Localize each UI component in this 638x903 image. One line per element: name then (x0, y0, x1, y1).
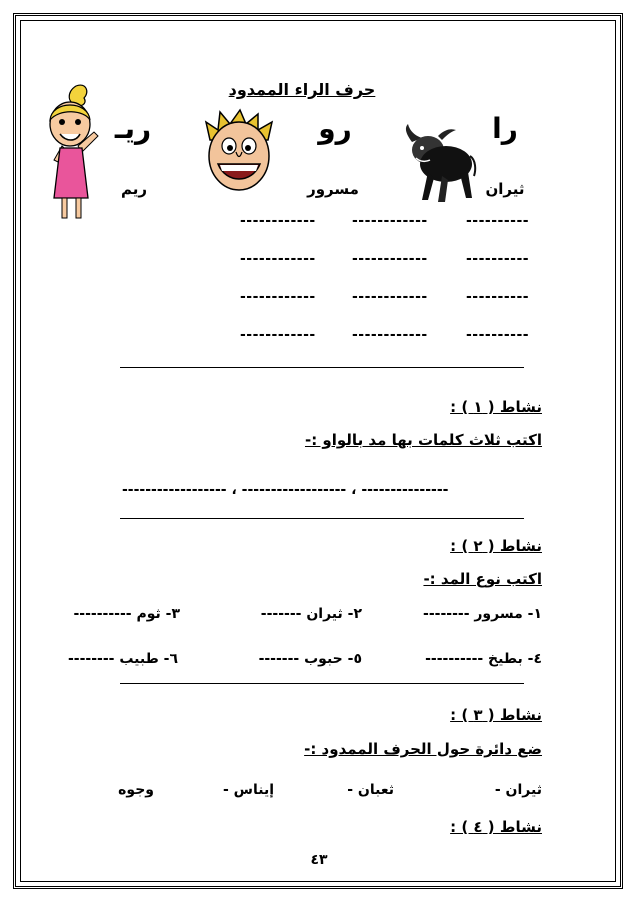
practice-line: ------------ (240, 251, 316, 267)
practice-line: ---------- (466, 251, 530, 267)
practice-line: ------------ (352, 327, 428, 343)
word-reem: ريم (120, 180, 148, 198)
bull-icon (398, 120, 478, 205)
activity1-instruction: اكتب ثلاث كلمات بها مد بالواو :- (304, 431, 542, 449)
word-masrur: مسرور (307, 180, 359, 198)
activity4-heading: نشاط ( ٤ ) : (450, 818, 542, 836)
letter-ru: رو (318, 112, 352, 145)
activity2-heading: نشاط ( ٢ ) : (450, 537, 542, 555)
practice-line: ---------- (466, 289, 530, 305)
letter-ri: ريـ (114, 112, 152, 145)
divider (120, 367, 524, 368)
practice-line: ------------ (352, 213, 428, 229)
activity2-item: ٦- طبيب -------- (67, 651, 178, 667)
activity3-word: ثيران - (494, 782, 542, 798)
practice-line: ------------ (240, 213, 316, 229)
word-thiran: ثيران (485, 180, 525, 198)
page-title: حرف الراء الممدود (228, 80, 376, 99)
activity3-word: إيناس - (222, 782, 274, 798)
girl-icon (40, 82, 106, 222)
activity1-heading: نشاط ( ١ ) : (450, 398, 542, 416)
smiling-boy-icon (200, 108, 278, 194)
activity3-word: ثعبان - (347, 782, 394, 798)
letter-ra: را (492, 112, 518, 145)
practice-line: ------------ (240, 289, 316, 305)
practice-line: ------------ (240, 327, 316, 343)
practice-line: ------------ (352, 289, 428, 305)
activity2-item: ٥- حبوب ------- (258, 651, 362, 667)
activity1-answer-line: --------------- ، ------------------ ، ------------------ (122, 482, 449, 498)
activity2-instruction: اكتب نوع المد :- (423, 570, 542, 588)
practice-line: ---------- (466, 327, 530, 343)
page-number: ٤٣ (310, 852, 328, 868)
activity3-heading: نشاط ( ٣ ) : (450, 706, 542, 724)
activity2-item: ١- مسرور -------- (423, 606, 542, 622)
activity3-instruction: ضع دائرة حول الحرف الممدود :- (304, 740, 542, 758)
divider (120, 518, 524, 519)
divider (120, 683, 524, 684)
activity2-item: ٤- بطيخ ---------- (425, 651, 542, 667)
activity2-item: ٣- ثوم ---------- (73, 606, 180, 622)
activity2-item: ٢- ثيران ------- (260, 606, 362, 622)
practice-line: ---------- (466, 213, 530, 229)
activity3-word: وجوه (118, 782, 154, 798)
practice-line: ------------ (352, 251, 428, 267)
